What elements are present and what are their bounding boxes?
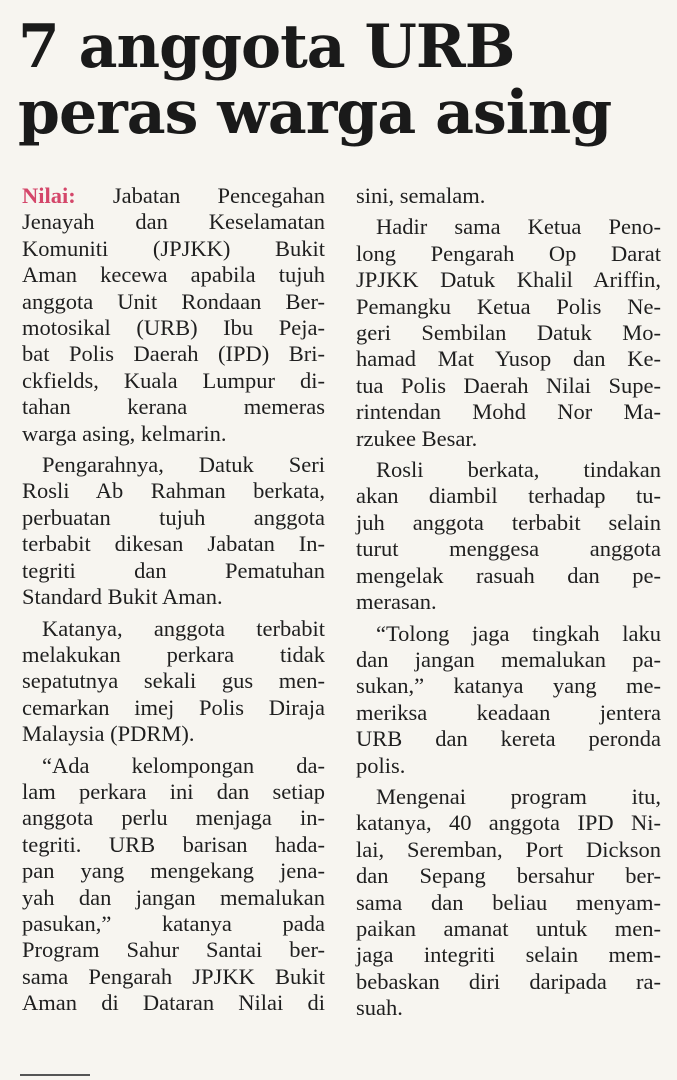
text-line: sini, semalam. xyxy=(356,183,486,208)
text-line: Hadir sama Ketua Peno- xyxy=(376,214,661,240)
headline-line-1: 7 anggota URB xyxy=(18,12,515,82)
text-line: yah dan jangan memalukan xyxy=(22,884,325,910)
text-line: geri Sembilan Datuk Mo- xyxy=(356,320,661,346)
text-line: rintendan Mohd Nor Ma- xyxy=(356,399,661,425)
text-line: juh anggota terbabit selain xyxy=(356,509,661,535)
text-line: perbuatan tujuh anggota xyxy=(22,504,325,530)
text-line: Rosli Ab Rahman berkata, xyxy=(22,478,325,504)
text-line: melakukan perkara tidak xyxy=(22,641,325,667)
text-line: Komuniti (JPJKK) Bukit xyxy=(22,235,325,261)
paragraph-2 xyxy=(22,452,325,610)
text-line: URB dan kereta peronda xyxy=(356,726,661,752)
text-line: Nilai: Jabatan Pencegahan xyxy=(22,183,325,208)
text-line: tegriti. URB barisan hada- xyxy=(22,831,325,857)
paragraph-4 xyxy=(22,753,325,1017)
text-line: ckfields, Kuala Lumpur di- xyxy=(22,367,325,393)
text-line: mengelak rasuah dan pe- xyxy=(356,562,661,588)
text-line: bat Polis Daerah (IPD) Bri- xyxy=(22,341,325,367)
text-line: warga asing, kelmarin. xyxy=(22,420,227,446)
text-line: Program Sahur Santai ber- xyxy=(22,937,325,963)
text-line: long Pengarah Op Darat xyxy=(356,240,661,266)
text-line: Rosli berkata, tindakan xyxy=(376,457,661,483)
text-line: hamad Mat Yusop dan Ke- xyxy=(356,346,661,372)
text-line: Aman kecewa apabila tujuh xyxy=(22,262,325,288)
text-line: cemarkan imej Polis Diraja xyxy=(22,694,325,720)
text-line: rzukee Besar. xyxy=(356,425,478,451)
text-line: suah. xyxy=(356,995,403,1021)
text-line: “Ada kelompongan da- xyxy=(42,752,325,778)
text-line: Katanya, anggota terbabit xyxy=(42,615,325,641)
text-line: anggota Unit Rondaan Ber- xyxy=(22,288,325,314)
text-line: sama Pengarah JPJKK Bukit xyxy=(22,963,325,989)
text-line: tua Polis Daerah Nilai Supe- xyxy=(356,372,661,398)
text-line: Jenayah dan Keselamatan xyxy=(22,209,325,235)
text-line: tegriti dan Pematuhan xyxy=(22,557,325,583)
headline-line-2: peras warga asing xyxy=(18,78,612,148)
text-line: dan jangan memalukan pa- xyxy=(356,646,661,672)
text-line: pan yang mengekang jena- xyxy=(22,858,325,884)
text-line: Mengenai program itu, xyxy=(376,783,661,809)
text-line: sukan,” katanya yang me- xyxy=(356,673,661,699)
text-line: merasan. xyxy=(356,589,437,615)
text-line: Pemangku Ketua Polis Ne- xyxy=(356,293,661,319)
text-line: bebaskan diri daripada ra- xyxy=(356,968,661,994)
text-line: paikan amanat untuk men- xyxy=(356,915,661,941)
text-line: Standard Bukit Aman. xyxy=(22,584,223,610)
text-line: sepatutnya sekali gus men- xyxy=(22,668,325,694)
text-line: lam perkara ini dan setiap xyxy=(22,778,325,804)
text-line: JPJKK Datuk Khalil Ariffin, xyxy=(356,267,661,293)
paragraph-6 xyxy=(356,457,661,615)
text-line: meriksa keadaan jentera xyxy=(356,699,661,725)
paragraph-7 xyxy=(356,621,661,779)
text-line: akan diambil terhadap tu- xyxy=(356,483,661,509)
text-line: polis. xyxy=(356,752,406,778)
paragraph-3 xyxy=(22,616,325,748)
text-line: dan Sepang bersahur ber- xyxy=(356,863,661,889)
paragraph-8 xyxy=(356,784,661,1022)
text-line: motosikal (URB) Ibu Peja- xyxy=(22,315,325,341)
article-column-left xyxy=(22,183,325,1022)
text-line: jaga integriti selain mem- xyxy=(356,942,661,968)
text-line: pasukan,” katanya pada xyxy=(22,910,325,936)
text-line: katanya, 40 anggota IPD Ni- xyxy=(356,810,661,836)
text-line: lai, Seremban, Port Dickson xyxy=(356,836,661,862)
text-line: tahan kerana memeras xyxy=(22,394,325,420)
article-column-right xyxy=(356,183,661,1027)
text-line: terbabit dikesan Jabatan In- xyxy=(22,531,325,557)
paragraph-5 xyxy=(356,214,661,452)
section-divider xyxy=(20,1074,90,1076)
text-line: turut menggesa anggota xyxy=(356,536,661,562)
text-line: anggota perlu menjaga in- xyxy=(22,805,325,831)
paragraph-4-cont xyxy=(356,183,661,209)
text-line: Malaysia (PDRM). xyxy=(22,721,195,747)
headline xyxy=(18,14,658,146)
text-line: “Tolong jaga tingkah laku xyxy=(376,620,661,646)
paragraph-1 xyxy=(22,183,325,447)
text-line: Aman di Dataran Nilai di xyxy=(22,990,325,1016)
dateline: Nilai: xyxy=(22,183,76,208)
text-line: Pengarahnya, Datuk Seri xyxy=(42,452,325,478)
text-line: sama dan beliau menyam- xyxy=(356,889,661,915)
